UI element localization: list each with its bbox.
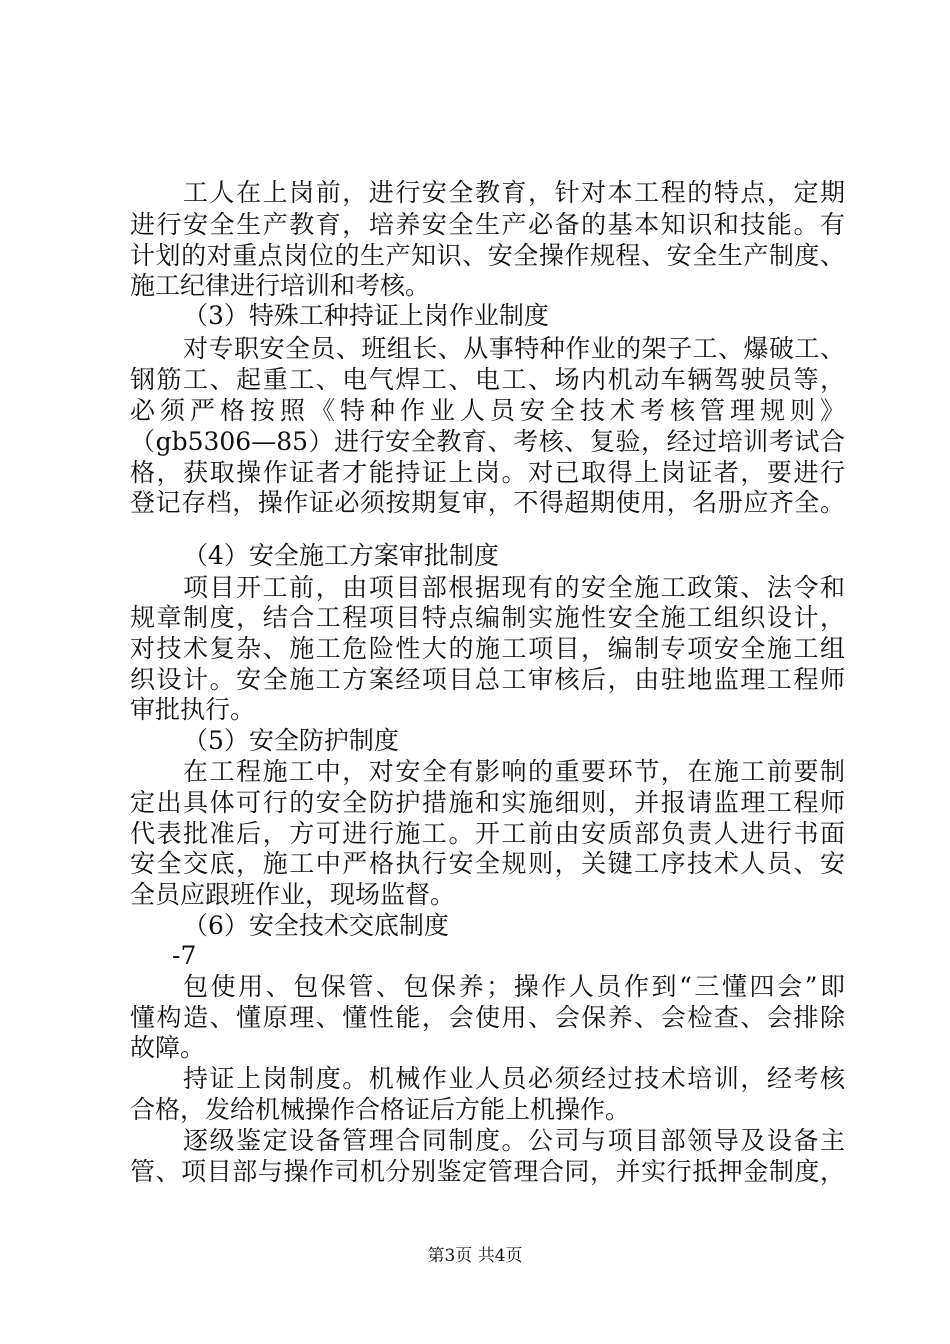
paragraph-line: 对专职安全员、班组长、从事特种作业的架子工、爆破工、 [183, 334, 845, 363]
paragraph-line: 计划的对重点岗位的生产知识、安全操作规程、安全生产制度、 [130, 241, 845, 270]
paragraph-line: 在工程施工中，对安全有影响的重要环节，在施工前要制 [183, 757, 845, 786]
paragraph-line: 逐级鉴定设备管理合同制度。公司与项目部领导及设备主 [183, 1126, 845, 1155]
section-heading: （4）安全施工方案审批制度 [183, 541, 499, 570]
paragraph-line: 项目开工前，由项目部根据现有的安全施工政策、法令和 [183, 573, 845, 602]
page-number: 第3页 共4页 [427, 1246, 523, 1266]
paragraph-line: 工人在上岗前，进行安全教育，针对本工程的特点，定期 [183, 178, 845, 207]
paragraph-line: 代表批准后，方可进行施工。开工前由安质部负责人进行书面 [130, 819, 845, 848]
paragraph-line: 安全交底，施工中严格执行安全规则，关键工序技术人员、安 [130, 849, 845, 878]
paragraph-line: 审批执行。 [130, 695, 256, 724]
paragraph-line: 对技术复杂、施工危险性大的施工项目，编制专项安全施工组 [130, 634, 845, 663]
section-heading: （6）安全技术交底制度 [183, 911, 449, 940]
paragraph-line: 必须严格按照《特种作业人员安全技术考核管理规则》 [130, 396, 845, 425]
paragraph-line: 故障。 [130, 1033, 206, 1062]
paragraph-line: 登记存档，操作证必须按期复审，不得超期使用，名册应齐全。 [130, 488, 845, 517]
paragraph-line: 格，获取操作证者才能持证上岗。对已取得上岗证者，要进行 [130, 458, 845, 487]
section-heading: （3）特殊工种持证上岗作业制度 [183, 301, 549, 330]
paragraph-line: 规章制度，结合工程项目特点编制实施性安全施工组织设计， [130, 603, 845, 632]
paragraph-line: 织设计。安全施工方案经项目总工审核后，由驻地监理工程师 [130, 665, 845, 694]
paragraph-line: 全员应跟班作业，现场监督。 [130, 880, 456, 909]
page-fragment-marker: -7 [172, 941, 197, 970]
section-heading: （5）安全防护制度 [183, 726, 399, 755]
paragraph-line: 施工纪律进行培训和考核。 [130, 271, 431, 300]
paragraph-line: 持证上岗制度。机械作业人员必须经过技术培训，经考核 [183, 1064, 845, 1093]
paragraph-line: 进行安全生产教育，培养安全生产必备的基本知识和技能。有 [130, 210, 845, 239]
paragraph-line: 定出具体可行的安全防护措施和实施细则，并报请监理工程师 [130, 788, 845, 817]
paragraph-line: 懂构造、懂原理、懂性能，会使用、会保养、会检查、会排除 [130, 1003, 845, 1032]
paragraph-line: 钢筋工、起重工、电气焊工、电工、场内机动车辆驾驶员等， [130, 365, 845, 394]
paragraph-line: 管、项目部与操作司机分别鉴定管理合同，并实行抵押金制度， [130, 1157, 845, 1186]
paragraph-line: 包使用、包保管、包保养；操作人员作到“三懂四会”即 [183, 972, 845, 1001]
paragraph-line: （gb5306—85）进行安全教育、考核、复验，经过培训考试合 [130, 427, 845, 456]
paragraph-line: 合格，发给机械操作合格证后方能上机操作。 [130, 1095, 631, 1124]
